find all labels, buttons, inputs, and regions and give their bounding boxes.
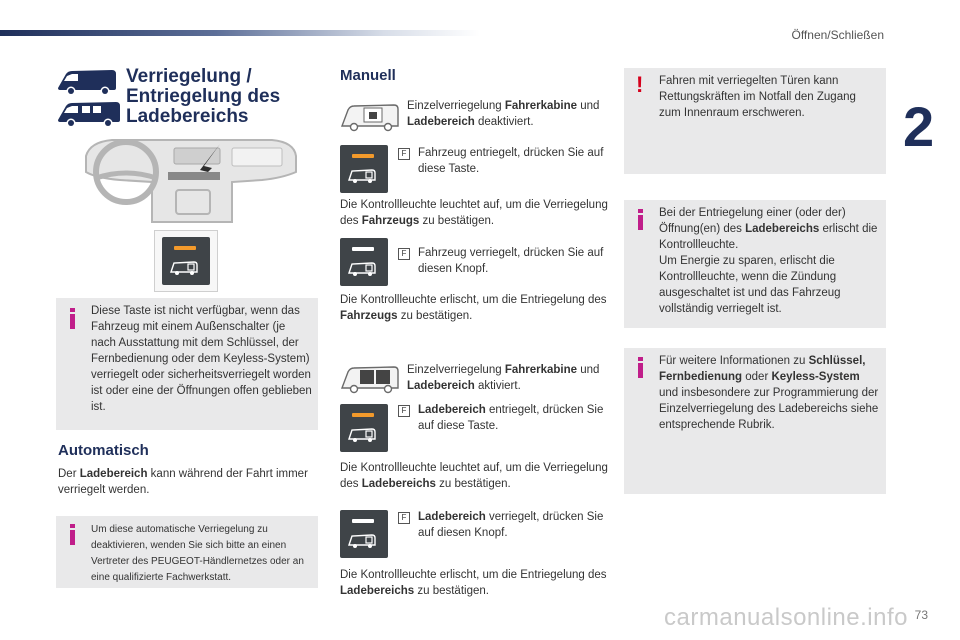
dashboard-illustration — [82, 134, 300, 224]
watermark: carmanualsonline.info — [664, 604, 908, 631]
button-detail-frame — [154, 230, 218, 292]
van-lock-icon — [170, 257, 202, 277]
warning-icon: ! — [636, 72, 644, 97]
vehicle-lock-button-led-off — [340, 238, 388, 286]
section-title: Verriegelung / Entriegelung des Ladebereichs — [126, 66, 281, 127]
block2-step1-text: Ladebereich entriegelt, drücken Sie auf diese Taste. — [418, 404, 604, 432]
van-icon-cab — [58, 70, 116, 96]
vehicle-lock-button-led-on — [340, 145, 388, 193]
info-note-further-info-text: Für weitere Informationen zu Schlüssel, Fernbedienung oder Keyless-System und insbesondere zur Programmierung der Einzelverriegelung des Ladebereichs siehe entsprechende Rubrik. — [659, 355, 879, 431]
van-icons — [56, 64, 122, 128]
heading-manual: Manuell — [340, 67, 396, 84]
info-icon — [69, 524, 77, 546]
cargo-lock-button-led-off — [340, 510, 388, 558]
warning-text: Fahren mit verriegelten Türen kann Rettungskräften im Notfall den Zugang zum Innenraum erschweren. — [659, 75, 856, 119]
step-bullet-icon: F — [398, 512, 410, 524]
info-icon — [637, 209, 645, 231]
info-note-automatic — [56, 516, 318, 588]
mode-activated-text: Einzelverriegelung Fahrerkabine und Ladebereich aktiviert. — [407, 364, 600, 392]
info-note-button-unavailable — [56, 298, 318, 430]
indicator-led-on — [352, 413, 374, 417]
automatic-text: Der Ladebereich kann während der Fahrt immer verriegelt werden. — [58, 468, 308, 496]
block2-step1-result: Die Kontrollleuchte leuchtet auf, um die Verriegelung des Ladebereichs zu bestätigen. — [340, 462, 608, 490]
step-bullet-icon: F — [398, 248, 410, 260]
info-icon — [69, 308, 77, 330]
info-note-text: Diese Taste ist nicht verfügbar, wenn das Fahrzeug mit einem Außenschalter (je nach Ausstattung mit dem Schlüssel, der Fernbedienung oder dem Keyless-System) verriegelt oder sicherheitsverriegelt worden ist oder eine der Öffnungen offen geblieben ist. — [91, 305, 312, 413]
cargo-lock-button — [162, 237, 210, 285]
running-title: Öffnen/Schließen — [791, 28, 884, 42]
page-number: 73 — [914, 608, 928, 622]
indicator-led-off — [352, 247, 374, 251]
van-lock-diagram-activated — [340, 362, 400, 394]
info-icon — [637, 357, 645, 379]
block2-step2-text: Ladebereich verriegelt, drücken Sie auf diesen Knopf. — [418, 511, 604, 539]
info-note-indicator-text: Bei der Entriegelung einer (oder der) Öffnung(en) des Ladebereichs erlischt die Kontrollleuchte. Um Energie zu sparen, erlischt die Kontrollleuchte, wenn die Zündung ausgeschaltet ist und das Fahrzeug vollständig verriegelt ist. — [659, 207, 878, 315]
block1-step2-text: Fahrzeug verriegelt, drücken Sie auf diesen Knopf. — [418, 247, 604, 275]
mode-deactivated-text: Einzelverriegelung Fahrerkabine und Ladebereich deaktiviert. — [407, 100, 600, 128]
indicator-led-off — [352, 519, 374, 523]
van-lock-icon — [348, 424, 380, 444]
block1-step1-text: Fahrzeug entriegelt, drücken Sie auf diese Taste. — [418, 147, 604, 175]
indicator-led-on — [352, 154, 374, 158]
block1-step2-result: Die Kontrollleuchte erlischt, um die Entriegelung des Fahrzeugs zu bestätigen. — [340, 294, 607, 322]
indicator-led-on — [174, 246, 196, 250]
block1-step1-result: Die Kontrollleuchte leuchtet auf, um die Verriegelung des Fahrzeugs zu bestätigen. — [340, 199, 608, 227]
van-icon-cargo — [58, 102, 120, 128]
block2-step2-result: Die Kontrollleuchte erlischt, um die Entriegelung des Ladebereichs zu bestätigen. — [340, 569, 607, 597]
info-note-indicator — [624, 200, 886, 328]
info-note-automatic-text: Um diese automatische Verriegelung zu deaktivieren, wenden Sie sich bitte an einen Vertreter des PEUGEOT-Händlernetzes oder an eine qualifizierte Fachwerkstatt. — [91, 524, 304, 583]
header-decor-bar — [0, 30, 480, 36]
chapter-number: 2 — [903, 95, 935, 158]
step-bullet-icon: F — [398, 405, 410, 417]
van-lock-icon — [348, 165, 380, 185]
info-note-further-info — [624, 348, 886, 494]
van-lock-icon — [348, 530, 380, 550]
cargo-lock-button-led-on — [340, 404, 388, 452]
warning-note — [624, 68, 886, 174]
step-bullet-icon: F — [398, 148, 410, 160]
van-lock-diagram-deactivated — [340, 100, 400, 132]
heading-automatic: Automatisch — [58, 442, 149, 459]
van-lock-icon — [348, 258, 380, 278]
